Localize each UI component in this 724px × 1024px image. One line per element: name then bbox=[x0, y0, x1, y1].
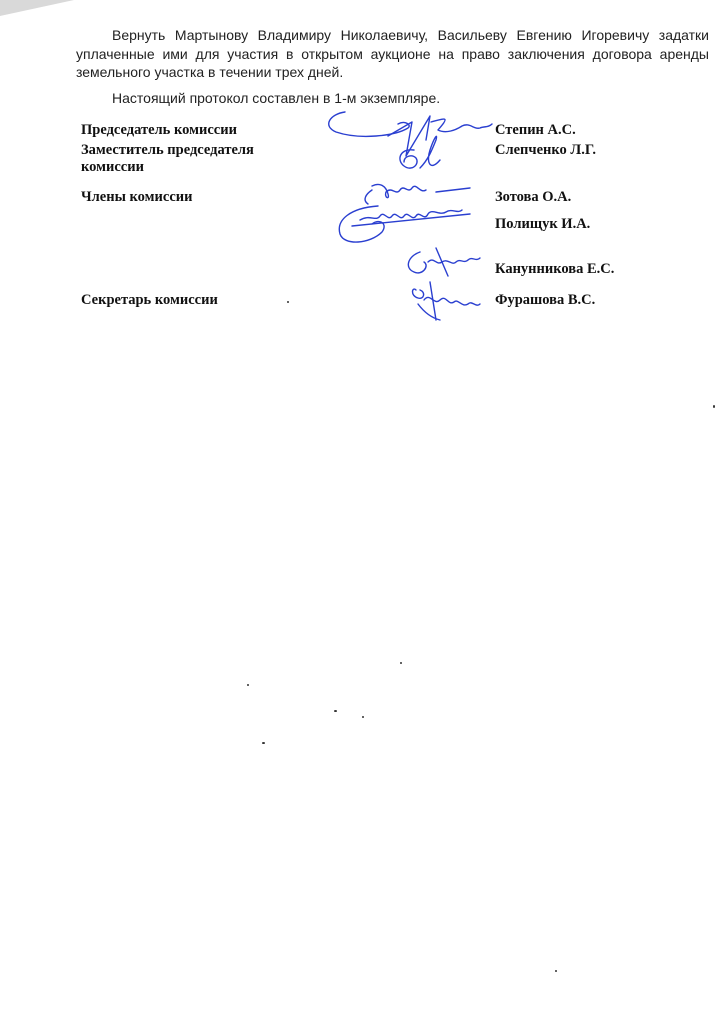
member-name-3: Канунникова Е.С. bbox=[495, 261, 615, 277]
chair-name: Степин А.С. bbox=[495, 122, 576, 138]
deputy-name: Слепченко Л.Г. bbox=[495, 142, 597, 158]
scan-speck bbox=[247, 684, 249, 686]
member-name-2: Полищук И.А. bbox=[495, 216, 591, 232]
scan-speck bbox=[262, 742, 265, 744]
deputy-signature bbox=[400, 136, 440, 168]
deputy-role-label: Заместитель председателя комиссии bbox=[81, 142, 254, 175]
secretary-name: Фурашова В.С. bbox=[495, 292, 596, 308]
scan-speck bbox=[287, 301, 289, 303]
scan-speck bbox=[400, 662, 402, 664]
refund-paragraph: Вернуть Мартынову Владимиру Николаевичу, Васильеву Евгению Игоревичу задатки уплаченные ими для участия в открытом аукционе на право заключения договора аренды земельного участка в течении трех дней. bbox=[76, 27, 709, 80]
scan-speck bbox=[713, 405, 715, 408]
scan-speck bbox=[334, 710, 337, 712]
member-signature-2 bbox=[339, 206, 470, 242]
scan-speck bbox=[362, 716, 364, 718]
scan-speck bbox=[555, 970, 557, 972]
chair-role-label: Председатель комиссии bbox=[81, 122, 237, 138]
member-name-1: Зотова О.А. bbox=[495, 189, 572, 205]
members-role-label: Члены комиссии bbox=[81, 189, 193, 205]
chair-signature bbox=[329, 112, 492, 156]
copies-paragraph: Настоящий протокол составлен в 1-м экземпляре. bbox=[112, 90, 441, 106]
scan-shadow-corner bbox=[0, 0, 74, 16]
member-signature-3 bbox=[408, 248, 480, 276]
member-signature-1 bbox=[365, 184, 470, 204]
secretary-role-label: Секретарь комиссии bbox=[81, 292, 218, 308]
secretary-signature bbox=[413, 282, 481, 320]
